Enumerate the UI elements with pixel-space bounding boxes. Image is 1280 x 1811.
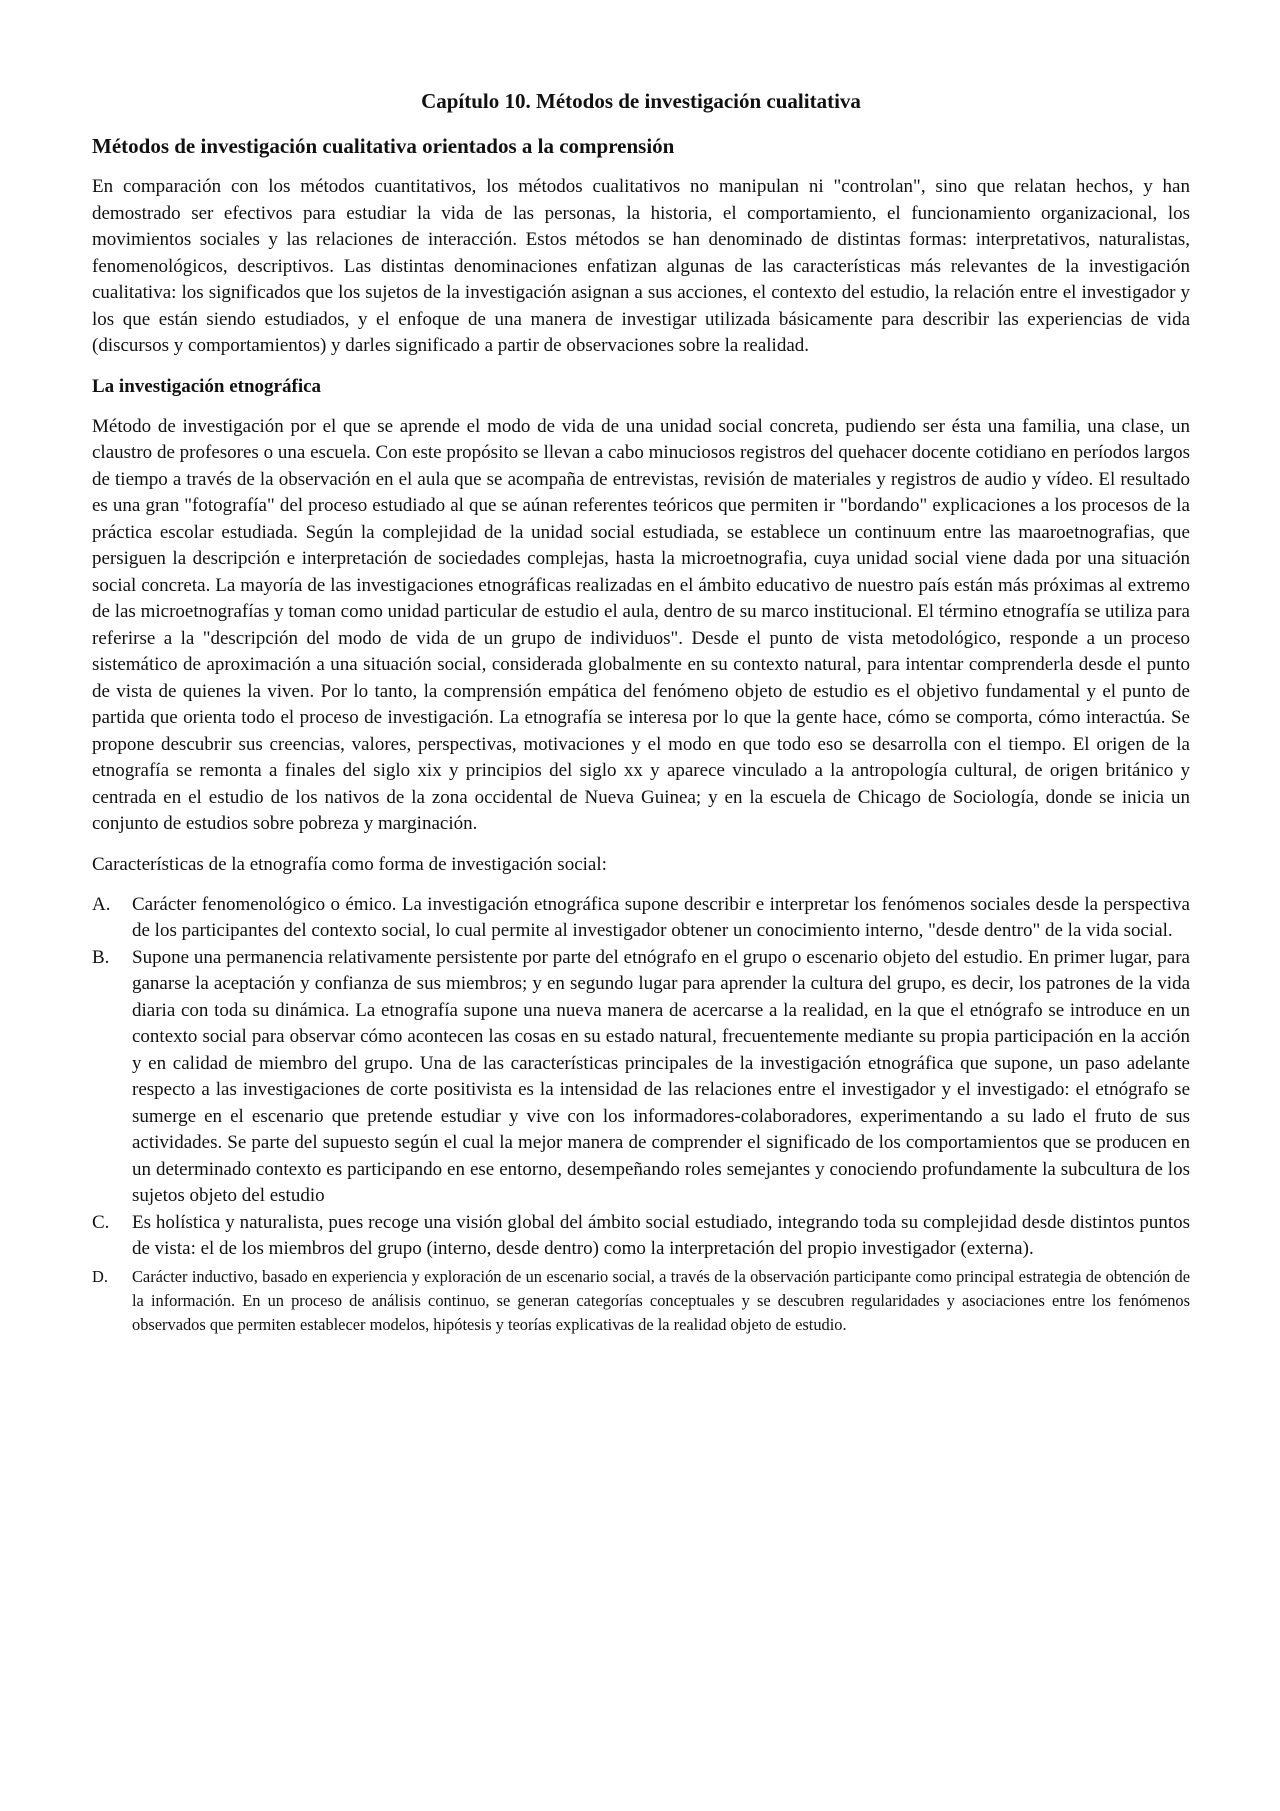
list-item-text: Es holística y naturalista, pues recoge una visión global del ámbito social estudiado, integrando toda su complejidad desde distintos puntos de vista: el de los miembros del grupo (interno, desde dentro) como la interpretación del propio investigador (externa). <box>132 1211 1190 1259</box>
list-item-text: Carácter inductivo, basado en experiencia y exploración de un escenario social, a través de la observación participante como principal estrategia de obtención de la información. En un proceso de análisis continuo, se generan categorías conceptuales y se descubren regularidades y asociaciones entre los fenómenos observados que permiten establecer modelos, hipótesis y teorías explicativas de la realidad objeto de estudio. <box>132 1266 1190 1334</box>
subsection-heading: La investigación etnográfica <box>92 375 322 397</box>
list-marker: B. <box>92 946 110 968</box>
list-marker: C. <box>92 1211 110 1233</box>
ethnography-paragraph: Método de investigación por el que se aprende el modo de vida de una unidad social concreta, pudiendo ser ésta una familia, una clase, un claustro de profesores o una escuela. Con este propósito se llevan a cabo minuciosos registros del quehacer docente cotidiano en períodos largos de tiempo a través de la observación en el aula que se acompaña de entrevistas, revisión de materiales y registros de audio y vídeo. El resultado es una gran "fotografía" del proceso estudiado al que se aúnan referentes teóricos que permiten ir "bordando" explicaciones a los procesos de la práctica escolar estudiada. Según la complejidad de la unidad social estudiada, se establece un continuum entre las maaroetnografias, que persiguen la descripción e interpretación de sociedades complejas, hasta la microetnografia, cuya unidad social viene dada por una situación social concreta. La mayoría de las investigaciones etnográficas realizadas en el ámbito educativo de nuestro país están más próximas al extremo de las microetnografías y toman como unidad particular de estudio el aula, dentro de su marco institucional. El término etnografía se utiliza para referirse a la "descripción del modo de vida de un grupo de individuos". Desde el punto de vista metodológico, responde a un proceso sistemático de aproximación a una situación social, considerada globalmente en su contexto natural, para intentar comprenderla desde el punto de vista de quienes la viven. Por lo tanto, la comprensión empática del fenómeno objeto de estudio es el objetivo fundamental y el punto de partida que orienta todo el proceso de investigación. La etnografía se interesa por lo que la gente hace, cómo se comporta, cómo interactúa. Se propone descubrir sus creencias, valores, perspectivas, motivaciones y el modo en que todo eso se desarrolla con el tiempo. El origen de la etnografía se remonta a finales del siglo xix y principios del siglo xx y aparece vinculado a la antropología cultural, de origen británico y centrada en el estudio de los nativos de la zona occidental de Nueva Guinea; y en la escuela de Chicago de Sociología, donde se inicia un conjunto de estudios sobre pobreza y marginación. <box>92 415 1190 834</box>
list-marker: A. <box>92 893 111 915</box>
characteristics-intro: Características de la etnografía como forma de investigación social: <box>92 853 607 875</box>
list-marker: D. <box>92 1266 108 1286</box>
list-item <box>92 1210 1190 1263</box>
list-item <box>92 945 1190 1210</box>
list-item <box>92 1265 1190 1337</box>
characteristics-list <box>92 892 1190 1337</box>
section-heading: Métodos de investigación cualitativa orientados a la comprensión <box>92 134 675 158</box>
list-item-text: Supone una permanencia relativamente persistente por parte del etnógrafo en el grupo o escenario objeto del estudio. En primer lugar, para ganarse la aceptación y confianza de sus miembros; y en segundo lugar para aprender la cultura del grupo, es decir, los patrones de la vida diaria con toda su dinámica. La etnografía supone una nueva manera de acercarse a la realidad, en la que el etnógrafo se introduce en un contexto social para observar cómo acontecen las cosas en su estado natural, frecuentemente mediante su propia participación en la acción y en calidad de miembro del grupo. Una de las características principales de la investigación etnográfica que supone, un paso adelante respecto a las investigaciones de corte positivista es la intensidad de las relaciones entre el investigador y el investigado: el etnógrafo se sumerge en el escenario que pretende estudiar y vive con los informadores-colaboradores, experimentando a su lado el fruto de sus actividades. Se parte del supuesto según el cual la mejor manera de comprender el significado de los comportamientos que se producen en un determinado contexto es participando en ese entorno, desempeñando roles semejantes y conociendo profundamente la subcultura de los sujetos objeto del estudio <box>132 946 1190 1206</box>
list-item <box>92 892 1190 945</box>
chapter-title: Capítulo 10. Métodos de investigación cualitativa <box>421 89 861 113</box>
list-item-text: Carácter fenomenológico o émico. La investigación etnográfica supone describir e interpretar los fenómenos sociales desde la perspectiva de los participantes del contexto social, lo cual permite al investigador obtener un conocimiento interno, "desde dentro" de la vida social. <box>132 893 1190 941</box>
document-page <box>92 88 1190 1337</box>
intro-paragraph: En comparación con los métodos cuantitativos, los métodos cualitativos no manipulan ni "controlan", sino que relatan hechos, y han demostrado ser efectivos para estudiar la vida de las personas, la historia, el comportamiento, el funcionamiento organizacional, los movimientos sociales y las relaciones de interacción. Estos métodos se han denominado de distintas formas: interpretativos, naturalistas, fenomenológicos, descriptivos. Las distintas denominaciones enfatizan algunas de las características más relevantes de la investigación cualitativa: los significados que los sujetos de la investigación asignan a sus acciones, el contexto del estudio, la relación entre el investigador y los que están siendo estudiados, y el enfoque de una manera de investigar utilizada básicamente para describir las experiencias de vida (discursos y comportamientos) y darles significado a partir de observaciones sobre la realidad. <box>92 176 1190 356</box>
